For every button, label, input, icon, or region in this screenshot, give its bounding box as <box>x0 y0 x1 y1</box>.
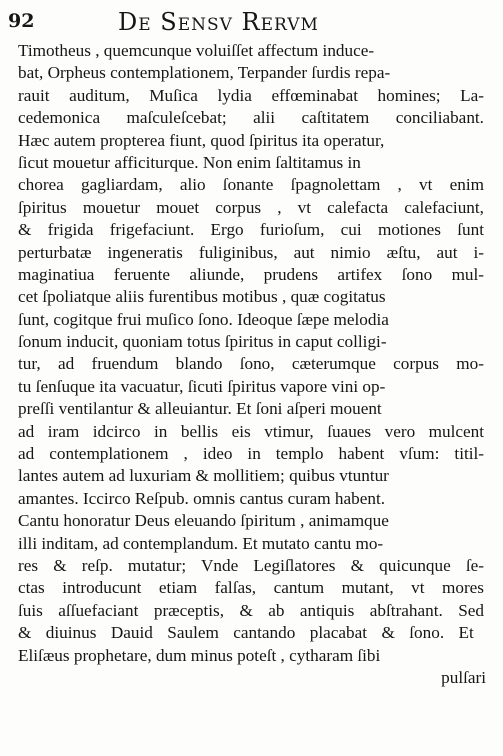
text-line: bat, Orpheus contemplationem, Terpander ſurdis repa- <box>18 63 391 83</box>
page-number: 92 <box>8 10 35 32</box>
text-line: rauit auditum, Muſica lydia effœminabat homines; La- <box>18 85 484 105</box>
text-line: amantes. Iccirco Reſpub. omnis cantus curam habent. <box>18 488 386 508</box>
text-line: perturbatæ ingeneratis fuliginibus, aut nimio æſtu, aut i- <box>18 242 484 262</box>
text-line: res & reſp. mutatur; Vnde Legiſlatores & quicunque ſe- <box>18 555 485 575</box>
text-line: Timotheus , quemcunque voluiſſet affectum induce- <box>18 41 375 60</box>
text-line: chorea gagliardam, alio ſonante ſpagnolettam , vt enim <box>18 175 484 195</box>
running-title: De Sensv Rervm <box>118 8 319 36</box>
text-line: Hæc autem propterea fiunt, quod ſpiritus ita operatur, <box>18 130 385 150</box>
text-line: maginatiua feruente aliunde, prudens artifex ſono mul- <box>18 264 485 284</box>
text-line: ſonum inducit, quoniam totus ſpiritus in caput colligi- <box>18 332 387 352</box>
text-line: tu ſenſuque ita vacuatur, ſicuti ſpiritus vapore vini op- <box>18 376 386 396</box>
text-line: illi inditam, ad contemplandum. Et mutato cantu mo- <box>18 533 384 553</box>
text-line: & diuinus Dauid Saulem cantando placabat & ſono. Et <box>18 623 474 643</box>
text-line: ctas introducunt etiam falſas, cantum mutant, vt mores <box>18 578 484 598</box>
text-line: ſpiritus mouetur mouet corpus , vt calefacta calefaciunt, <box>18 197 484 217</box>
text-line: Cantu honoratur Deus eleuando ſpiritum , animamque <box>18 511 389 531</box>
text-line: ſicut mouetur afficiturque. Non enim ſaltitamus in <box>18 152 361 172</box>
text-line: cet ſpoliatque aliis furentibus motibus , quæ cogitatus <box>18 287 386 307</box>
text-line: Eliſæus prophetare, dum minus poteſt , cytharam ſibi <box>18 645 381 665</box>
text-line: ad contemplationem , ideo in templo habent vſum: titil- <box>18 444 485 464</box>
text-line: ad iram idcirco in bellis eis vtimur, ſuaues vero mulcent <box>18 421 485 441</box>
text-lines <box>18 40 488 667</box>
catchword: pulſari <box>441 667 486 687</box>
text-line: & frigida frigefaciunt. Ergo furioſum, cui motiones ſunt <box>18 220 485 240</box>
page-header <box>8 4 489 34</box>
text-line: cedemonica maſculeſcebat; alii caſtitatem conciliabant. <box>18 108 484 128</box>
text-line: lantes autem ad luxuriam & mollitiem; quibus vtuntur <box>18 466 389 486</box>
text-line: preſſi ventilantur & alleuiantur. Et ſoni aſperi mouent <box>18 399 382 419</box>
body-text <box>18 40 488 689</box>
text-line: ſunt, cogitque frui muſico ſono. Ideoque ſæpe melodia <box>18 309 389 329</box>
text-line: ſuis aſſuefaciant præceptis, & ab antiquis abſtrahant. Sed <box>18 600 485 620</box>
text-line: tur, ad fruendum blando ſono, cæterumque corpus mo- <box>18 354 484 374</box>
